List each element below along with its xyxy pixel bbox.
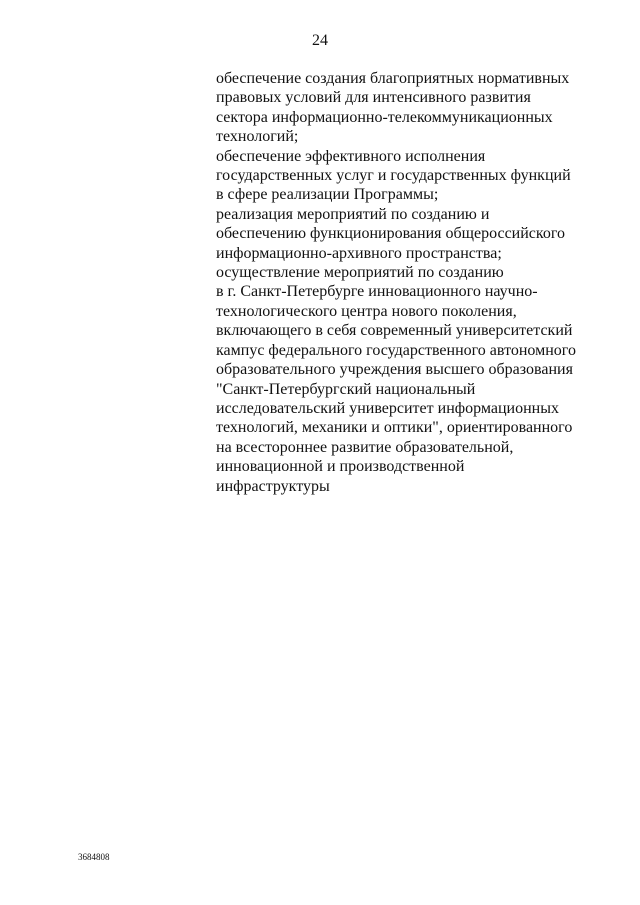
text-line: включающего в себя современный университетский: [216, 322, 573, 340]
text-line: технологий, механики и оптики", ориентированного: [216, 419, 573, 437]
text-line: кампус федерального государственного автономного: [216, 341, 576, 359]
text-line: осуществление мероприятий по созданию: [216, 264, 504, 282]
text-line: реализация мероприятий по созданию и: [216, 205, 490, 223]
text-line: на всестороннее развитие образовательной,: [216, 438, 514, 456]
text-line: в сфере реализации Программы;: [216, 186, 439, 204]
text-line: образовательного учреждения высшего образования: [216, 361, 573, 379]
text-line: технологического центра нового поколения,: [216, 302, 517, 320]
text-line: в г. Санкт-Петербурге инновационного научно-: [216, 283, 538, 301]
text-line: обеспечение создания благоприятных нормативных: [216, 70, 570, 87]
text-line: обеспечение эффективного исполнения: [216, 147, 486, 165]
text-line: исследовательский университет информационных: [216, 399, 559, 417]
text-line: правовых условий для интенсивного развития: [216, 89, 531, 107]
text-line: информационно-архивного пространства;: [216, 244, 502, 262]
text-line: "Санкт-Петербургский национальный: [216, 380, 476, 398]
text-line: сектора информационно-телекоммуникационных: [216, 108, 553, 126]
document-id: 3684808: [78, 852, 110, 862]
text-line: технологий;: [216, 128, 299, 146]
body-text: [216, 69, 596, 496]
text-line: инновационной и производственной: [216, 458, 465, 476]
text-line: государственных услуг и государственных функций: [216, 167, 571, 185]
text-line: обеспечению функционирования общероссийского: [216, 225, 566, 243]
page-number: 24: [312, 32, 328, 49]
text-line: инфраструктуры: [216, 477, 330, 495]
